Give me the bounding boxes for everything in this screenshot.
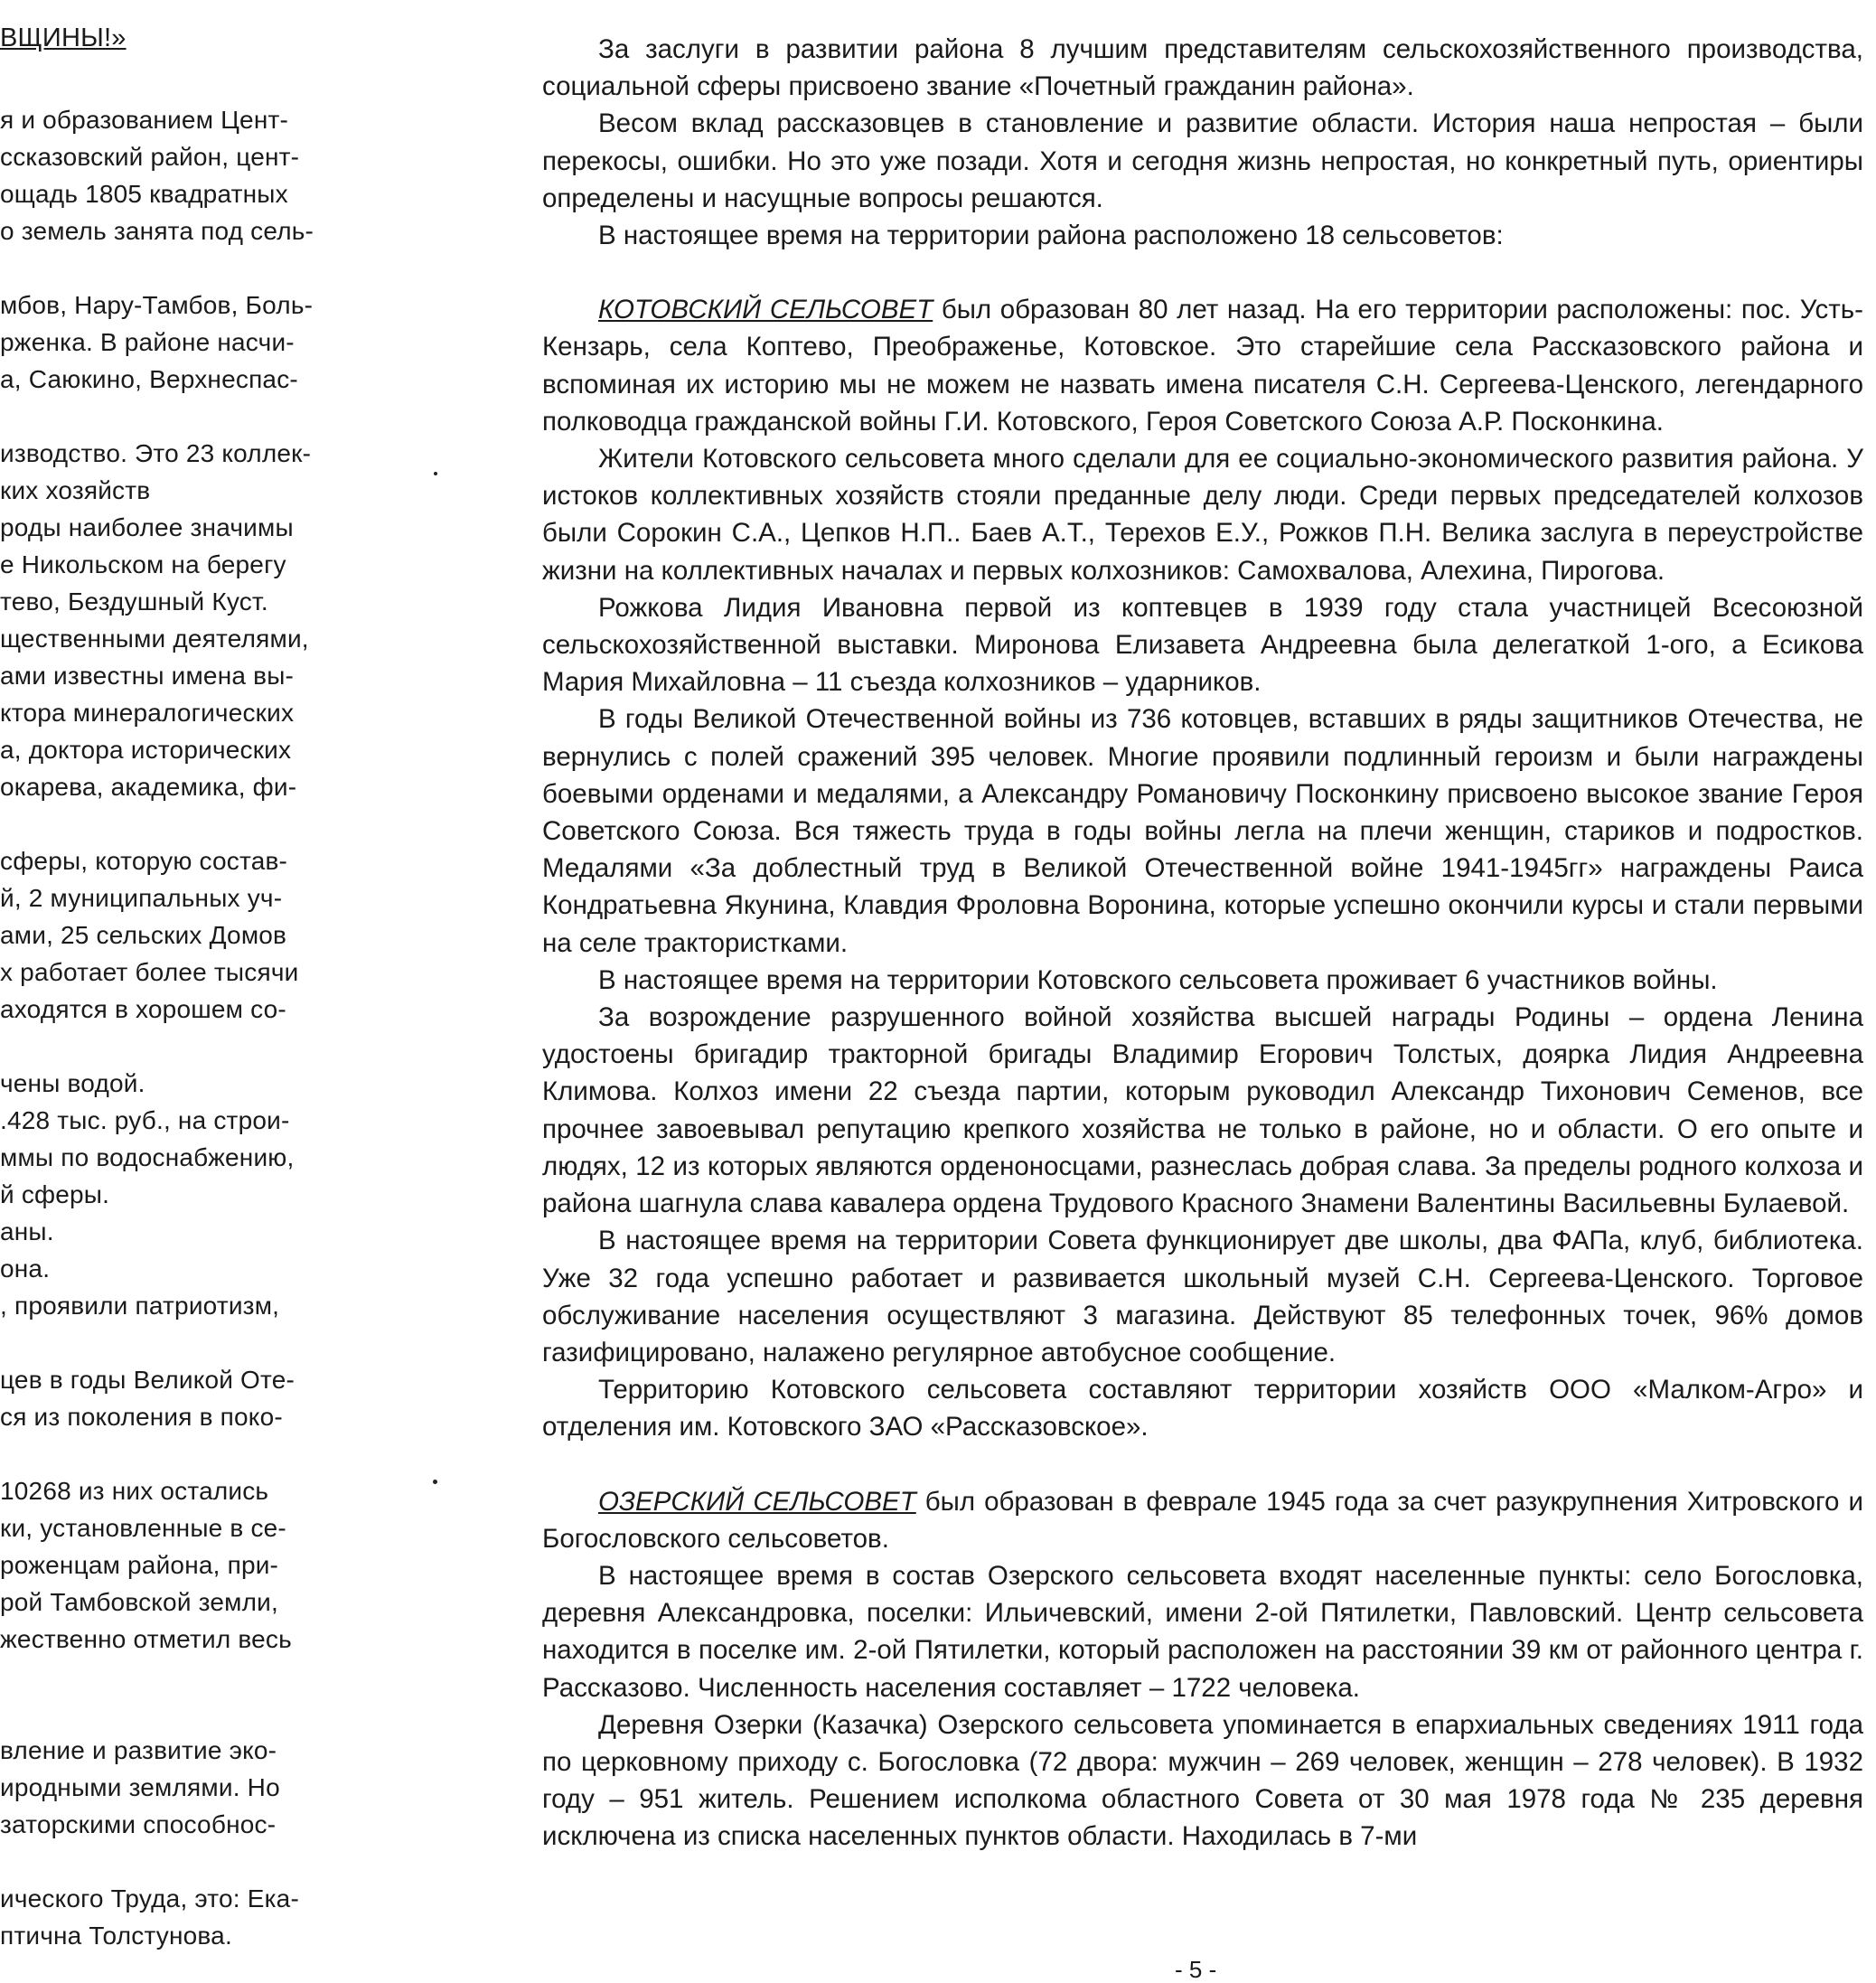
left-column-title: ВЩИНЫ!» — [0, 23, 127, 52]
page-number: - 5 - — [1175, 1956, 1217, 1983]
left-column-line: ких хозяйств — [0, 476, 151, 504]
left-column-line: аходятся в хорошем со- — [0, 995, 286, 1023]
left-column-line: ощадь 1805 квадратных — [0, 180, 288, 208]
paragraph-kotovsky-farms: Территорию Котовского сельсовета составляют территории хозяйств ООО «Малком-Агро» и отделения им. Котовского ЗАО «Рассказовское». — [542, 1375, 1863, 1443]
ozersky-section-heading: ОЗЕРСКИЙ СЕЛЬСОВЕТ — [598, 1486, 916, 1517]
paragraph-ozersky-intro — [542, 1483, 1863, 1557]
spacer — [542, 1446, 1863, 1483]
paragraph-ozersky-ozerki: Деревня Озерки (Казачка) Озерского сельсовета упоминается в епархиальных сведениях 1911 года по церковному приходу с. Богословка (72 двора: мужчин – 269 человек, женщин – 278 человек). В 1932 году – 951 житель. Решением исполкома областного Совета от 30 мая 1978 года № 235 деревня исключена из списка населенных пунктов области. Находилась в 7-ми — [542, 1709, 1863, 1852]
paragraph-ozersky-composition: В настоящее время в состав Озерского сельсовета входят населенные пункты: село Богословка, деревня Александровка, поселки: Ильичевский, имени 2-ой Пятилетки, Павловский. Центр сельсовета находится в поселке им. 2-ой Пятилетки, который расположен на расстоянии 39 км от районного центра г. Рассказово. Численность населения составляет – 1722 человека. — [542, 1560, 1863, 1703]
left-column-line: а, доктора исторических — [0, 736, 292, 764]
left-column-line: ки, установленные в се- — [0, 1514, 286, 1542]
left-column-line: рженка. В районе насчи- — [0, 328, 295, 356]
left-column-line: птична Толстунова. — [0, 1922, 232, 1950]
left-column-line: роды наиболее значимы — [0, 513, 294, 541]
left-column-line: ктора минералогических — [0, 699, 295, 727]
left-column-line: жественно отметил весь — [0, 1625, 292, 1653]
ozersky-intro-text: был образован в феврале 1945 года за счет разукрупнения Хитровского и Богословского сельсоветов. — [542, 1486, 1863, 1554]
left-column-line: чены водой. — [0, 1069, 145, 1097]
left-column-line: окарева, академика, фи- — [0, 773, 297, 801]
left-column-line: тево, Бездушный Куст. — [0, 587, 268, 616]
left-column-line: о земель занята под сель- — [0, 217, 314, 245]
left-column-line: а, Саюкино, Верхнеспас- — [0, 365, 298, 393]
kotovsky-section-heading: КОТОВСКИЙ СЕЛЬСОВЕТ — [598, 295, 933, 325]
print-speck — [433, 1480, 437, 1484]
paragraph-honorary-citizens: За заслуги в развитии района 8 лучшим представителям сельскохозяйственного производства, социальной сферы присвоено звание «Почетный гражданин района». — [542, 34, 1863, 102]
left-column-line: цев в годы Великой Оте- — [0, 1366, 295, 1394]
paragraph-kotovsky-exhibition: Рожкова Лидия Ивановна первой из коптевцев в 1939 году стала участницей Всесоюзной сельскохозяйственной выставки. Миронова Елизавета Андреевна была делегаткой 1-ого, а Есикова Мария Михайловна – 11 съезда колхозников – ударников. — [542, 592, 1863, 698]
paragraph-kotovsky-collectives: Жители Котовского сельсовета много сделали для ее социально-экономического развития района. У истоков коллективных хозяйств стояли преданные делу люди. Среди первых председателей колхозов были Сорокин С.А., Цепков Н.П.. Баев А.Т., Терехов Е.У., Рожков П.Н. Велика заслуга в переустройстве жизни на коллективных началах и первых колхозников: Самохвалова, Алехина, Пирогова. — [542, 444, 1863, 586]
paragraph-kotovsky-veterans: В настоящее время на территории Котовского сельсовета проживает 6 участников войны. — [598, 964, 1718, 995]
left-column-line: я и образованием Цент- — [0, 106, 289, 134]
left-column-line: рой Тамбовской земли, — [0, 1588, 278, 1616]
left-column-line: .428 тыс. руб., на строи- — [0, 1106, 290, 1134]
left-column-fragment — [0, 0, 318, 1979]
left-column-line: мбов, Нару-Тамбов, Боль- — [0, 291, 314, 319]
kotovsky-intro-text: был образован 80 лет назад. На его территории расположены: пос. Усть-Кензарь, села Коптево, Преображенье, Котовское. Это старейшие села Рассказовского района и вспоминая их историю мы не можем не назвать имена писателя С.Н. Сергеева-Ценского, легендарного полководца гражданской войны Г.И. Котовского, Героя Советского Союза А.Р. Посконкина. — [542, 295, 1863, 437]
left-column-line: иродными землями. Но — [0, 1773, 280, 1801]
left-column-line: й, 2 муниципальных уч- — [0, 884, 283, 912]
left-column-line: ами, 25 сельских Домов — [0, 921, 287, 949]
left-column-line: х работает более тысячи — [0, 958, 299, 986]
left-column-line: , проявили патриотизм, — [0, 1292, 280, 1320]
left-column-line: 10268 из них остались — [0, 1477, 269, 1505]
paragraph-regional-contribution: Весом вклад рассказовцев в становление и развитие области. История наша непростая – были перекосы, ошибки. Но это уже позади. Хотя и сегодня жизнь непростая, но конкретный путь, ориентиры определены и насущные вопросы решаются. — [542, 108, 1863, 213]
paragraph-kotovsky-war: В годы Великой Отечественной войны из 736 котовцев, вставших в ряды защитников Отечества, не вернулись с полей сражений 395 человек. Многие проявили подлинный героизм и были награждены боевыми орденами и медалями, а Александру Романовичу Посконкину присвоено высокое звание Героя Советского Союза. Вся тяжесть труда в годы войны легла на плечи женщин, стариков и подростков. Медалями «За доблестный труд в Великой Отечественной войне 1941-1945гг» награждены Раиса Кондратьевна Якунина, Клавдия Фроловна Воронина, которые успешно окончили курсы и стали первыми на селе трактористками. — [542, 704, 1863, 958]
left-column-line: е Никольском на берегу — [0, 550, 286, 578]
main-column — [542, 31, 1863, 1856]
paragraph-kotovsky-revival: За возрождение разрушенного войной хозяйства высшей награды Родины – ордена Ленина удостоены бригадир тракторной бригады Владимир Егорович Толстых, доярка Лидия Андреевна Климова. Колхоз имени 22 съезда партии, которым руководил Александр Тихонович Семенов, все прочнее завоевывал репутацию крепкого хозяйства не только в районе, но и области. О его опыте и людях, 12 из которых являются орденоносцами, разнеслась добрая слава. За пределы родного колхоза и района шагнула слава кавалера ордена Трудового Красного Знамени Валентины Васильевны Булаевой. — [542, 1002, 1863, 1219]
left-column-line: ссказовский район, цент- — [0, 143, 300, 171]
left-column-line: ами известны имена вы- — [0, 662, 295, 690]
left-column-line: заторскими способнос- — [0, 1810, 277, 1838]
left-column-line: вление и развитие эко- — [0, 1736, 277, 1764]
left-column-line: ся из поколения в поко- — [0, 1403, 283, 1431]
left-column-line: изводство. Это 23 коллек- — [0, 439, 312, 467]
paragraph-kotovsky-infrastructure: В настоящее время на территории Совета функционирует две школы, два ФАПа, клуб, библиотека. Уже 32 года успешно работает и развивается школьный музей С.Н. Сергеева-Ценского. Торговое обслуживание населения осуществляют 3 магазина. Действуют 85 телефонных точек, 96% домов газифицировано, налажено регулярное автобусное сообщение. — [542, 1226, 1863, 1367]
left-column-line: щественными деятелями, — [0, 625, 309, 653]
paragraph-village-councils-count: В настоящее время на территории района расположено 18 сельсоветов: — [598, 221, 1504, 251]
left-column-line: аны. — [0, 1217, 54, 1245]
paragraph-kotovsky-intro — [542, 291, 1863, 440]
left-column-line: й сферы. — [0, 1180, 110, 1208]
left-column-line: роженцам района, при- — [0, 1551, 279, 1579]
left-column-line: сферы, которую состав- — [0, 847, 288, 875]
left-column-line: она. — [0, 1255, 51, 1283]
print-speck — [434, 472, 437, 475]
left-column-line: ического Труда, это: Ека- — [0, 1884, 299, 1913]
spacer — [542, 254, 1863, 291]
left-column-line: ммы по водоснабжению, — [0, 1143, 295, 1171]
